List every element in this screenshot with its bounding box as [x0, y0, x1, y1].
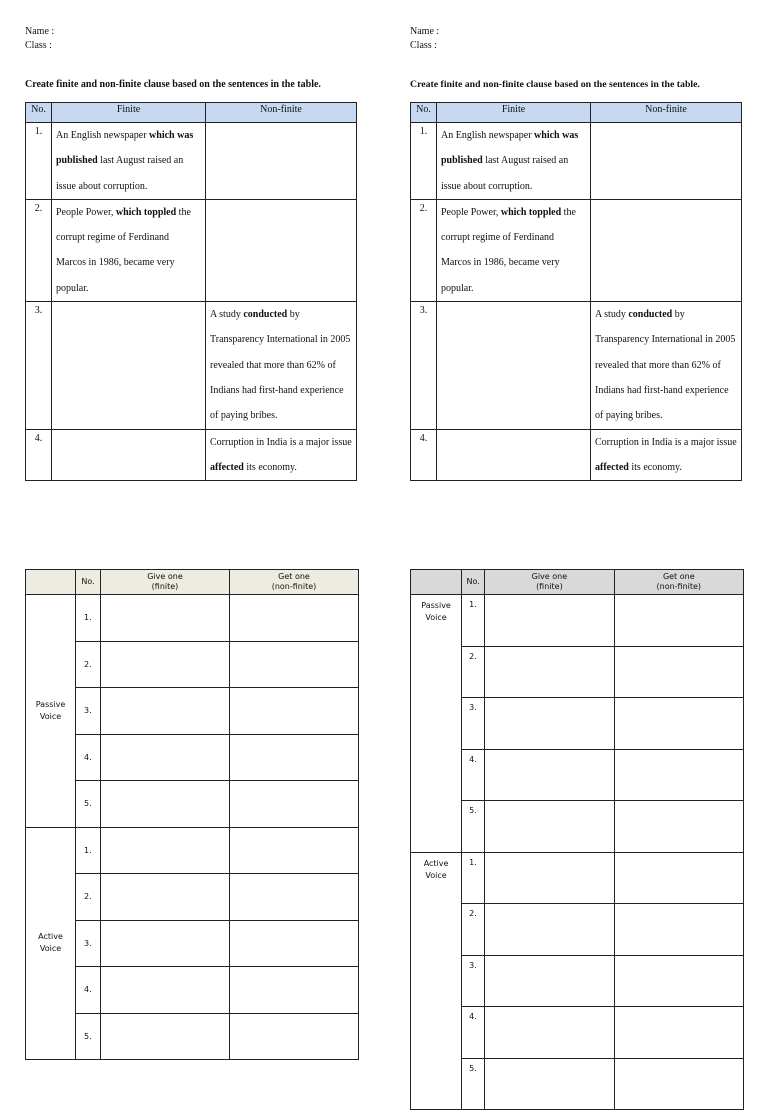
class-label: Class :: [410, 40, 437, 51]
get-one-cell[interactable]: [230, 1013, 359, 1060]
give-one-cell[interactable]: [485, 1007, 614, 1059]
col-give-one-header: [101, 570, 230, 595]
row-number: 1.: [76, 827, 101, 874]
give-one-cell[interactable]: [485, 595, 614, 647]
give-get-table: [410, 569, 744, 1110]
row-number: 1.: [26, 123, 52, 200]
text-run: last August raised an issue about corruption.: [441, 155, 569, 192]
clause-table: [25, 102, 357, 481]
nonfinite-cell[interactable]: [591, 123, 742, 200]
row-number: 4.: [26, 429, 52, 481]
col-no-header: No.: [76, 570, 101, 595]
finite-cell: [437, 199, 591, 301]
table-row: [411, 123, 742, 200]
give-one-cell[interactable]: [101, 781, 230, 828]
col-get-one-header: [230, 570, 359, 595]
nonfinite-cell: [591, 429, 742, 481]
give-one-cell[interactable]: [101, 688, 230, 735]
get-one-cell[interactable]: [230, 920, 359, 967]
table-row: [26, 734, 359, 781]
voice-word: Voice: [425, 870, 447, 880]
col-finite-header: Finite: [52, 103, 206, 123]
clause-table: [410, 102, 742, 481]
row-number: 3.: [26, 302, 52, 429]
text-run: last August raised an issue about corruption.: [56, 155, 184, 192]
text-run: An English newspaper: [441, 130, 535, 141]
nonfinite-cell[interactable]: [206, 199, 357, 301]
table-row: [411, 595, 744, 647]
table-row: [26, 595, 359, 642]
text-run: by Transparency International in 2005 revealed that more than 62% of Indians had first-hand experience of paying bribes.: [210, 309, 351, 422]
get-one-cell[interactable]: [614, 595, 743, 647]
row-number: 1.: [411, 123, 437, 200]
get-one-cell[interactable]: [230, 734, 359, 781]
text-run: its economy.: [628, 461, 682, 473]
nonfinite-cell: [591, 302, 742, 429]
class-label: Class :: [25, 40, 52, 51]
finite-cell[interactable]: [52, 429, 206, 481]
voice-word: Voice: [39, 711, 62, 721]
text-run: People Power,: [56, 206, 116, 218]
get-one-cell[interactable]: [230, 874, 359, 921]
row-number: 4.: [76, 967, 101, 1014]
text-run: An English newspaper: [56, 130, 150, 141]
get-one-cell[interactable]: [614, 1007, 743, 1059]
row-number: 5.: [462, 1058, 485, 1110]
text-run: Corruption in India is a major issue: [595, 436, 737, 448]
give-one-cell[interactable]: [101, 967, 230, 1014]
passive-voice-label: [26, 595, 76, 828]
row-number: 1.: [76, 595, 101, 642]
nonfinite-cell[interactable]: [591, 199, 742, 301]
get-one-cell[interactable]: [614, 852, 743, 904]
get-one-cell[interactable]: [230, 641, 359, 688]
text-run: People Power,: [441, 206, 501, 218]
col-get-one-header: [614, 570, 743, 595]
row-number: 5.: [76, 1013, 101, 1060]
row-number: 4.: [411, 429, 437, 481]
give-one-cell[interactable]: [101, 874, 230, 921]
finite-cell: [52, 199, 206, 301]
give-one-cell[interactable]: [101, 641, 230, 688]
row-number: 3.: [462, 698, 485, 750]
text-run: the corrupt regime of Ferdinand Marcos in 1986, became very popular.: [56, 206, 191, 294]
give-one-sub: (finite): [151, 582, 179, 591]
row-number: 2.: [76, 641, 101, 688]
corner-header: [26, 570, 76, 595]
name-label: Name :: [25, 26, 55, 37]
bold-phrase: affected: [210, 461, 244, 473]
row-number: 2.: [411, 199, 437, 301]
col-no-header: No.: [411, 103, 437, 123]
give-one-cell[interactable]: [101, 827, 230, 874]
get-one-cell[interactable]: [230, 595, 359, 642]
row-number: 5.: [76, 781, 101, 828]
give-one-cell[interactable]: [101, 1013, 230, 1060]
give-one-sub: (finite): [536, 582, 563, 591]
header-row: [26, 103, 357, 123]
table-row: [26, 429, 357, 481]
table-row: [411, 429, 742, 481]
text-run: A study: [595, 309, 629, 321]
nonfinite-cell: [206, 429, 357, 481]
table-row: [26, 302, 357, 429]
text-run: Corruption in India is a major issue: [210, 436, 352, 448]
table-row: [26, 123, 357, 200]
voice-word: Passive: [421, 601, 451, 610]
bold-phrase: conducted: [628, 309, 673, 321]
finite-cell[interactable]: [437, 302, 591, 429]
give-one-cell[interactable]: [485, 1058, 614, 1110]
row-number: 4.: [76, 734, 101, 781]
row-number: 1.: [462, 595, 485, 647]
get-one-cell[interactable]: [614, 749, 743, 801]
give-one-cell[interactable]: [485, 904, 614, 956]
voice-word: Active: [38, 932, 63, 942]
header-row: [411, 570, 744, 595]
give-one-label: Give one: [531, 572, 568, 581]
bold-phrase: which toppled: [500, 206, 562, 218]
text-run: A study: [210, 309, 244, 321]
bold-phrase: which toppled: [115, 206, 177, 218]
row-number: 3.: [462, 955, 485, 1007]
get-one-cell[interactable]: [614, 646, 743, 698]
corner-header: [411, 570, 462, 595]
row-number: 5.: [462, 801, 485, 853]
table-row: [26, 781, 359, 828]
get-one-sub: (non-finite): [271, 582, 317, 591]
table-row: [411, 852, 744, 904]
table-row: [411, 199, 742, 301]
get-one-label: Get one: [278, 572, 310, 581]
voice-word: Voice: [39, 944, 62, 954]
give-one-cell[interactable]: [485, 801, 614, 853]
voice-word: Passive: [35, 699, 66, 709]
get-one-sub: (non-finite): [656, 582, 702, 591]
give-one-cell[interactable]: [101, 920, 230, 967]
finite-cell[interactable]: [52, 302, 206, 429]
give-one-cell[interactable]: [101, 595, 230, 642]
table-row: [26, 874, 359, 921]
header-row: [26, 570, 359, 595]
give-one-cell[interactable]: [101, 734, 230, 781]
row-number: 4.: [462, 1007, 485, 1059]
text-run: its economy.: [243, 461, 297, 473]
table-row: [26, 641, 359, 688]
row-number: 3.: [76, 688, 101, 735]
voice-word: Voice: [425, 613, 447, 622]
active-voice-label: [411, 852, 462, 1110]
get-one-cell[interactable]: [230, 967, 359, 1014]
row-number: 4.: [462, 749, 485, 801]
col-finite-header: Finite: [437, 103, 591, 123]
get-one-cell[interactable]: [614, 801, 743, 853]
nonfinite-cell: [206, 302, 357, 429]
table-row: [26, 967, 359, 1014]
give-one-label: Give one: [147, 572, 183, 581]
text-run: the corrupt regime of Ferdinand Marcos in 1986, became very popular.: [441, 206, 576, 294]
get-one-cell[interactable]: [614, 904, 743, 956]
finite-cell: [437, 123, 591, 200]
bold-phrase: which was published: [441, 130, 579, 167]
col-no-header: No.: [462, 570, 485, 595]
row-number: 2.: [462, 904, 485, 956]
table-row: [26, 199, 357, 301]
give-one-cell[interactable]: [485, 698, 614, 750]
get-one-cell[interactable]: [614, 698, 743, 750]
col-give-one-header: [485, 570, 614, 595]
row-number: 2.: [462, 646, 485, 698]
bold-phrase: affected: [595, 461, 629, 473]
get-one-cell[interactable]: [614, 955, 743, 1007]
row-number: 2.: [26, 199, 52, 301]
get-one-cell[interactable]: [230, 781, 359, 828]
get-one-cell[interactable]: [614, 1058, 743, 1110]
bold-phrase: conducted: [243, 309, 288, 321]
row-number: 3.: [411, 302, 437, 429]
col-nonfinite-header: Non-finite: [206, 103, 357, 123]
give-get-table: [25, 569, 359, 1060]
table-row: [26, 1013, 359, 1060]
text-run: by Transparency International in 2005 revealed that more than 62% of Indians had first-hand experience of paying bribes.: [595, 309, 736, 422]
nonfinite-cell[interactable]: [206, 123, 357, 200]
row-number: 2.: [76, 874, 101, 921]
passive-voice-label: [411, 595, 462, 853]
table-row: [26, 688, 359, 735]
table-row: [411, 302, 742, 429]
col-no-header: No.: [26, 103, 52, 123]
row-number: 1.: [462, 852, 485, 904]
finite-cell[interactable]: [437, 429, 591, 481]
give-one-cell[interactable]: [485, 646, 614, 698]
table-row: [26, 920, 359, 967]
voice-word: Active: [423, 858, 449, 868]
give-one-cell[interactable]: [485, 852, 614, 904]
finite-cell: [52, 123, 206, 200]
get-one-cell[interactable]: [230, 688, 359, 735]
instruction: Create finite and non-finite clause based on the sentences in the table.: [410, 79, 700, 90]
table-row: [26, 827, 359, 874]
give-one-cell[interactable]: [485, 749, 614, 801]
get-one-label: Get one: [662, 572, 695, 581]
name-label: Name :: [410, 26, 440, 37]
col-nonfinite-header: Non-finite: [591, 103, 742, 123]
bold-phrase: which was published: [56, 130, 194, 167]
get-one-cell[interactable]: [230, 827, 359, 874]
give-one-cell[interactable]: [485, 955, 614, 1007]
active-voice-label: [26, 827, 76, 1060]
header-row: [411, 103, 742, 123]
row-number: 3.: [76, 920, 101, 967]
instruction: Create finite and non-finite clause based on the sentences in the table.: [25, 79, 321, 90]
